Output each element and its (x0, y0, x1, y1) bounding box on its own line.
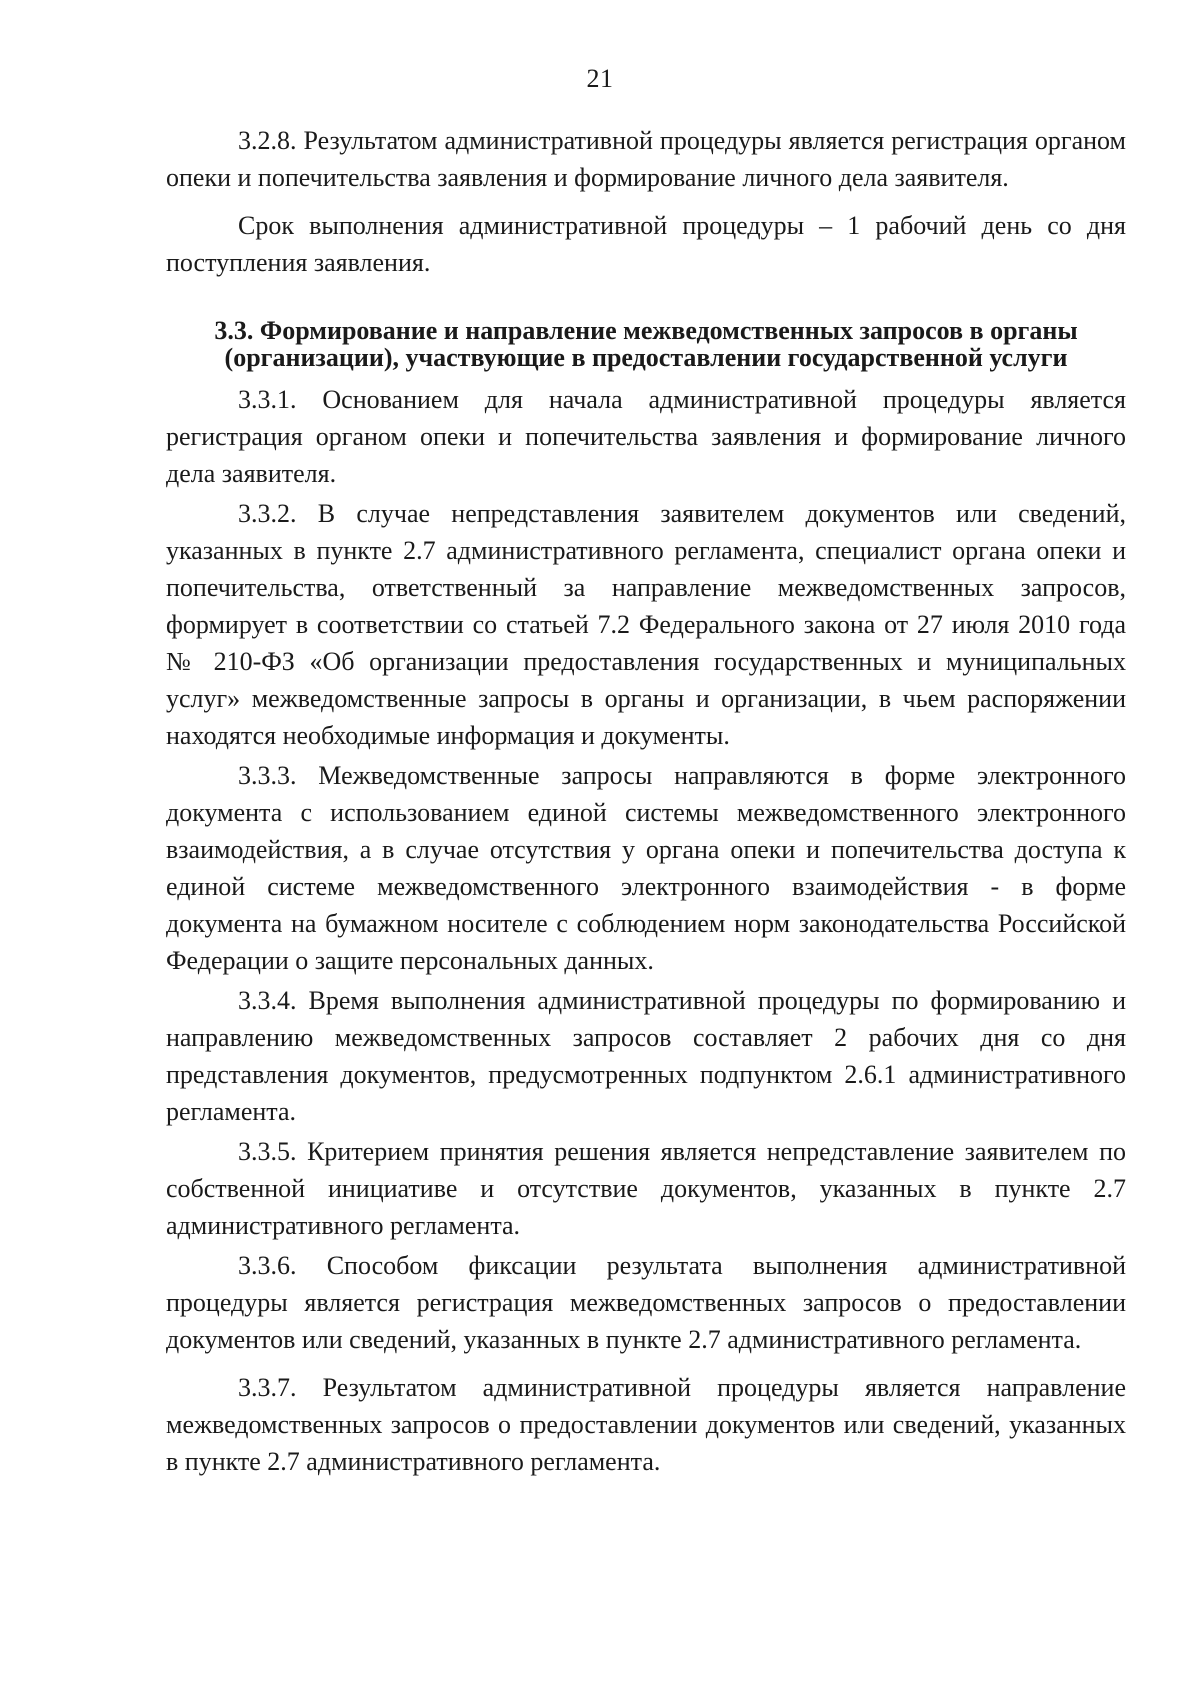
paragraph-3-3-3: 3.3.3. Межведомственные запросы направляются в форме электронного документа с использованием единой системы межведомственного электронного взаимодействия, а в случае отсутствия у органа опеки и попечительства доступа к единой системе межведомственного электронного взаимодействия - в форме документа на бумажном носителе с соблюдением норм законодательства Российской Федерации о защите персональных данных. (166, 761, 1126, 975)
paragraph-3-3-2: 3.3.2. В случае непредставления заявителем документов или сведений, указанных в пункте 2.7 административного регламента, специалист органа опеки и попечительства, ответственный за направление межведомственных запросов, формирует в соответствии со статьей 7.2 Федерального закона от 27 июля 2010 года № 210-ФЗ «Об организации предоставления государственных и муниципальных услуг» межведомственные запросы в органы и организации, в чьем распоряжении находятся необходимые информация и документы. (166, 499, 1126, 750)
paragraph-3-3-6: 3.3.6. Способом фиксации результата выполнения административной процедуры является регистрация межведомственных запросов о предоставлении документов или сведений, указанных в пункте 2.7 административного регламента. (166, 1251, 1126, 1354)
paragraph-3-3-1: 3.3.1. Основанием для начала административной процедуры является регистрация органом опеки и попечительства заявления и формирование личного дела заявителя. (166, 385, 1126, 488)
paragraph-3-3-7: 3.3.7. Результатом административной процедуры является направление межведомственных запросов о предоставлении документов или сведений, указанных в пункте 2.7 административного регламента. (166, 1373, 1126, 1476)
paragraph-3-2-8: 3.2.8. Результатом административной процедуры является регистрация органом опеки и попечительства заявления и формирование личного дела заявителя. (166, 126, 1126, 192)
document-body (166, 122, 1126, 1480)
paragraph-deadline: Срок выполнения административной процедуры – 1 рабочий день со дня поступления заявления. (166, 211, 1126, 277)
paragraph-3-3-5: 3.3.5. Критерием принятия решения является непредставление заявителем по собственной инициативе и отсутствие документов, указанных в пункте 2.7 административного регламента. (166, 1137, 1126, 1240)
page-number: 21 (586, 64, 614, 93)
paragraph-3-3-4: 3.3.4. Время выполнения административной процедуры по формированию и направлению межведомственных запросов составляет 2 рабочих дня со дня представления документов, предусмотренных подпунктом 2.6.1 административного регламента. (166, 986, 1126, 1126)
section-heading-3-3: 3.3. Формирование и направление межведомственных запросов в органы (организации), участвующие в предоставлении государственной услуги (214, 316, 1078, 372)
